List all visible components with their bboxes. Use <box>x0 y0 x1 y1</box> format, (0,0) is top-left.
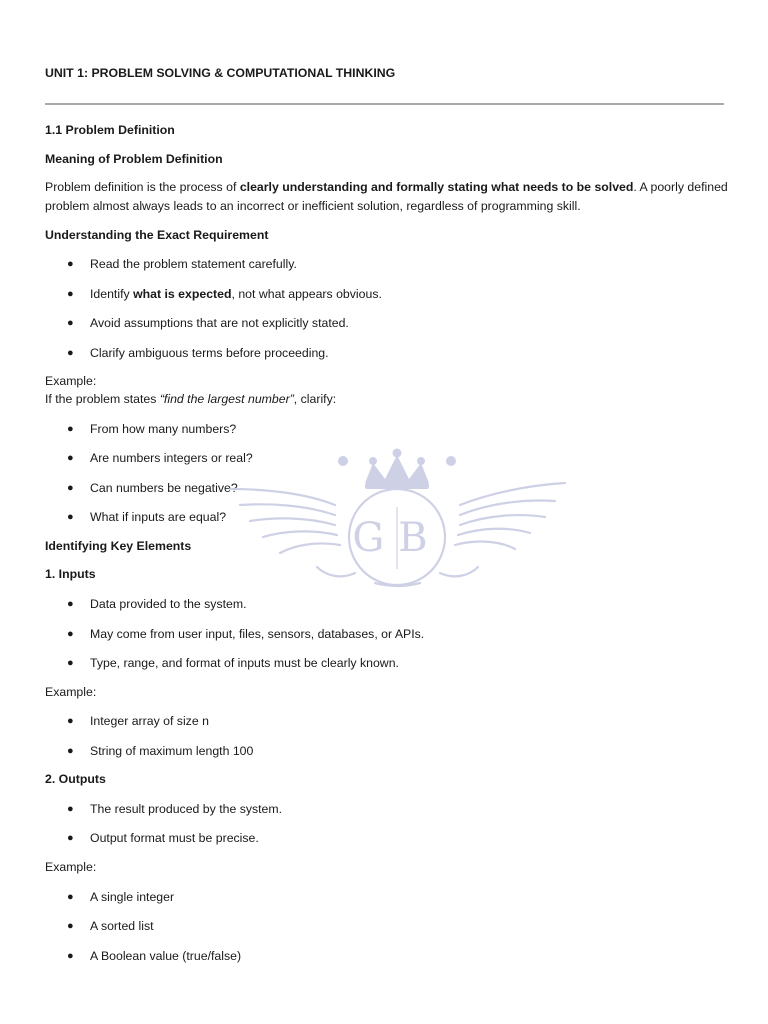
list-item: May come from user input, files, sensors, databases, or APIs. <box>90 627 425 641</box>
bullet-icon: ● <box>67 423 74 435</box>
list-item: Are numbers integers or real? <box>90 451 253 465</box>
list-item: Type, range, and format of inputs must be clearly known. <box>90 656 399 670</box>
clarify-text: If the problem states <box>45 392 160 406</box>
bullet-icon: ● <box>67 657 74 669</box>
watermark-monogram: GB <box>352 515 442 561</box>
bullet-icon: ● <box>67 452 74 464</box>
list-item: Output format must be precise. <box>90 831 259 845</box>
intro-emphasis: clearly understanding and formally stating what needs to be solved <box>239 180 634 194</box>
bullet-icon: ● <box>67 258 74 270</box>
list-item: What if inputs are equal? <box>90 510 227 524</box>
section-heading: 1.1 Problem Definition <box>45 123 175 137</box>
header-divider <box>45 103 724 105</box>
list-item: The result produced by the system. <box>90 802 283 816</box>
bullet-icon: ● <box>67 803 74 815</box>
list-item: Data provided to the system. <box>90 597 247 611</box>
list-item <box>90 287 382 301</box>
requirement-heading: Understanding the Exact Requirement <box>45 228 269 242</box>
list-item: A single integer <box>90 890 175 904</box>
bullet-icon: ● <box>67 920 74 932</box>
example-label: Example: <box>45 685 97 699</box>
intro-line-2: problem almost always leads to an incorrect or inefficient solution, regardless of programming skill. <box>45 199 581 213</box>
list-item: String of maximum length 100 <box>90 744 254 758</box>
clarify-line <box>45 392 336 406</box>
intro-line-1 <box>45 180 728 194</box>
watermark-logo <box>225 445 570 590</box>
list-item: A sorted list <box>90 919 154 933</box>
bullet-icon: ● <box>67 317 74 329</box>
bullet-icon: ● <box>67 347 74 359</box>
bullet-icon: ● <box>67 482 74 494</box>
bullet-icon: ● <box>67 511 74 523</box>
key-elements-heading: Identifying Key Elements <box>45 539 192 553</box>
list-item: Avoid assumptions that are not explicitly stated. <box>90 316 349 330</box>
bullet-icon: ● <box>67 891 74 903</box>
clarify-quote: “find the largest number” <box>159 392 294 406</box>
clarify-text-end: , clarify: <box>293 392 337 406</box>
bullet-icon: ● <box>67 950 74 962</box>
item-text-end: , not what appears obvious. <box>231 287 382 301</box>
list-item: Integer array of size n <box>90 714 209 728</box>
item-text: Identify <box>90 287 134 301</box>
list-item: Can numbers be negative? <box>90 481 238 495</box>
unit-title: UNIT 1: PROBLEM SOLVING & COMPUTATIONAL THINKING <box>45 66 396 80</box>
bullet-icon: ● <box>67 598 74 610</box>
item-emphasis: what is expected <box>133 287 232 301</box>
example-label: Example: <box>45 860 97 874</box>
intro-text-end: . A poorly defined <box>633 180 728 194</box>
list-item: From how many numbers? <box>90 422 237 436</box>
intro-text: Problem definition is the process of <box>45 180 240 194</box>
list-item: Read the problem statement carefully. <box>90 257 297 271</box>
bullet-icon: ● <box>67 288 74 300</box>
bullet-icon: ● <box>67 628 74 640</box>
bullet-icon: ● <box>67 745 74 757</box>
meaning-heading: Meaning of Problem Definition <box>45 152 223 166</box>
list-item: A Boolean value (true/false) <box>90 949 242 963</box>
inputs-heading: 1. Inputs <box>45 567 96 581</box>
bullet-icon: ● <box>67 832 74 844</box>
outputs-heading: 2. Outputs <box>45 772 106 786</box>
example-label: Example: <box>45 374 97 388</box>
bullet-icon: ● <box>67 715 74 727</box>
list-item: Clarify ambiguous terms before proceeding. <box>90 346 329 360</box>
